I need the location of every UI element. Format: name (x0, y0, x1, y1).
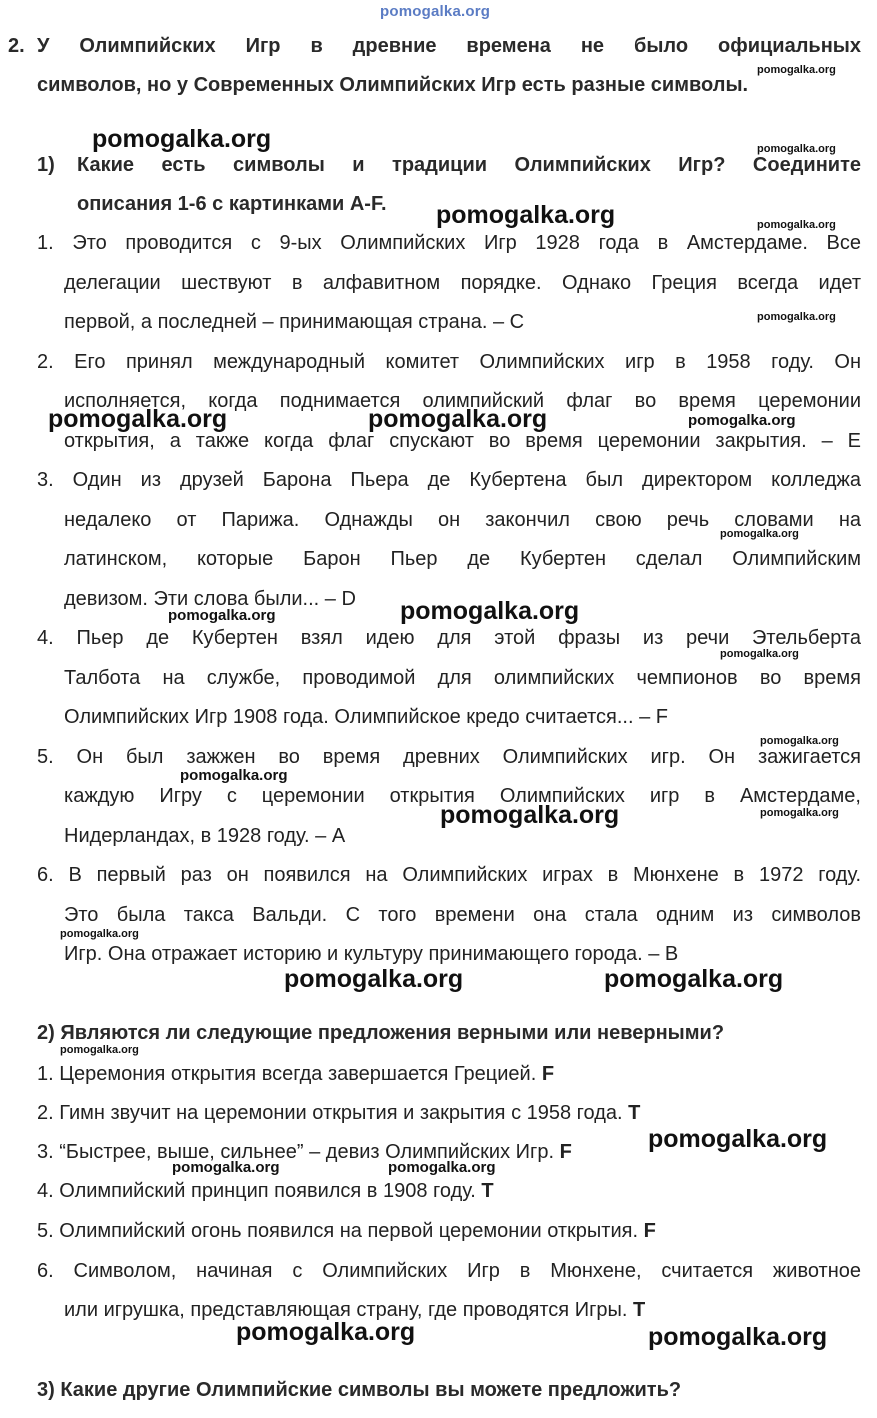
item5-line-3: Нидерландах, в 1928 году. – A (64, 825, 346, 847)
watermark: pomogalka.org (180, 767, 288, 784)
tf-item-1 (37, 1062, 554, 1086)
item3-line-4: девизом. Эти слова были... – D (64, 588, 356, 610)
watermark: pomogalka.org (436, 201, 616, 229)
item2-line-2: исполняется, когда поднимается олимпийский флаг во время церемонии (64, 390, 861, 412)
section1-question-line-1: Какие есть символы и традиции Олимпийских Игр? Соедините (77, 154, 861, 176)
item1-line-3: первой, а последней – принимающая страна. – C (64, 311, 525, 333)
item3-line-3: латинском, которые Барон Пьер де Кубертен сделал Олимпийским (64, 548, 861, 570)
tf-item-4-text: 4. Олимпийский принцип появился в 1908 году. (37, 1180, 476, 1202)
watermark: pomogalka.org (757, 219, 836, 231)
item5-line-1: 5. Он был зажжен во время древних Олимпийских игр. Он зажигается (37, 746, 861, 768)
watermark: pomogalka.org (648, 1323, 828, 1351)
task-number: 2. (8, 35, 25, 57)
watermark: pomogalka.org (172, 1159, 280, 1176)
watermark: pomogalka.org (48, 405, 228, 433)
tf-item-5-answer: F (643, 1220, 656, 1242)
item4-line-3: Олимпийских Игр 1908 года. Олимпийское кредо считается... – F (64, 706, 668, 728)
section3-question: 3) Какие другие Олимпийские символы вы можете предложить? (37, 1379, 682, 1401)
tf-item-3-text: 3. “Быстрее, выше, сильнее” – девиз Олимпийских Игр. (37, 1141, 555, 1163)
item6-line-1: 6. В первый раз он появился на Олимпийских играх в Мюнхене в 1972 году. (37, 864, 861, 886)
item6-line-2: Это была такса Вальди. С того времени она стала одним из символов (64, 904, 861, 926)
watermark: pomogalka.org (388, 1159, 496, 1176)
tf-item-1-answer: F (541, 1063, 555, 1085)
tf-item-6-answer: T (632, 1299, 646, 1321)
watermark: pomogalka.org (168, 607, 276, 624)
item3-line-2: недалеко от Парижа. Однажды он закончил свою речь словами на (64, 509, 861, 531)
watermark: pomogalka.org (368, 405, 548, 433)
watermark: pomogalka.org (757, 143, 836, 155)
item6-line-3: Игр. Она отражает историю и культуру принимающего города. – B (64, 943, 679, 965)
watermark: pomogalka.org (60, 1044, 139, 1056)
tf-item-4 (37, 1179, 494, 1203)
item1-line-1: 1. Это проводится с 9-ых Олимпийских Игр 1928 года в Амстердаме. Все (37, 232, 861, 254)
tf-item-3-answer: F (559, 1141, 572, 1163)
item2-line-1: 2. Его принял международный комитет Олимпийских игр в 1958 году. Он (37, 351, 861, 373)
tf-item-5 (37, 1219, 656, 1243)
tf-item-5-text: 5. Олимпийский огонь появился на первой церемонии открытия. (37, 1220, 639, 1242)
watermark: pomogalka.org (400, 597, 580, 625)
watermark: pomogalka.org (720, 648, 799, 660)
watermark: pomogalka.org (236, 1318, 416, 1346)
section2-question: 2) Являются ли следующие предложения верными или неверными? (37, 1022, 725, 1044)
tf-item-2-answer: T (628, 1102, 641, 1124)
watermark: pomogalka.org (760, 735, 839, 747)
tf-item-6-text: или игрушка, представляющая страну, где проводятся Игры. (64, 1299, 628, 1321)
item4-line-1: 4. Пьер де Кубертен взял идею для этой фразы из речи Этельберта (37, 627, 861, 649)
watermark: pomogalka.org (757, 64, 836, 76)
item3-line-1: 3. Один из друзей Барона Пьера де Кубертена был директором колледжа (37, 469, 861, 491)
watermark: pomogalka.org (440, 801, 620, 829)
tf-item-2-text: 2. Гимн звучит на церемонии открытия и закрытия с 1958 года. (37, 1102, 623, 1124)
section1-question-line-2: описания 1-6 с картинками A-F. (77, 193, 387, 215)
watermark: pomogalka.org (757, 311, 836, 323)
watermark: pomogalka.org (720, 528, 799, 540)
watermark-top: pomogalka.org (380, 3, 491, 20)
watermark: pomogalka.org (284, 965, 464, 993)
item5-line-2: каждую Игру с церемонии открытия Олимпийских игр в Амстердаме, (64, 785, 861, 807)
item2-line-3: открытия, а также когда флаг спускают во время церемонии закрытия. – E (64, 430, 861, 452)
item4-line-2: Талбота на службе, проводимой для олимпийских чемпионов во время (64, 667, 861, 689)
tf-item-1-text: 1. Церемония открытия всегда завершается Грецией. (37, 1063, 537, 1085)
section1-number: 1) (37, 154, 55, 176)
watermark: pomogalka.org (60, 928, 139, 940)
item1-line-2: делегации шествуют в алфавитном порядке. Однако Греция всегда идет (64, 272, 861, 294)
watermark: pomogalka.org (604, 965, 784, 993)
task-line-1: У Олимпийских Игр в древние времена не было официальных (37, 35, 861, 57)
tf-item-2 (37, 1101, 640, 1125)
watermark: pomogalka.org (688, 412, 796, 429)
task-line-2: символов, но у Современных Олимпийских Игр есть разные символы. (37, 74, 749, 96)
tf-item-4-answer: T (481, 1180, 494, 1202)
watermark: pomogalka.org (92, 125, 272, 153)
watermark: pomogalka.org (648, 1125, 828, 1153)
watermark: pomogalka.org (760, 807, 839, 819)
tf-item-6-line-1: 6. Символом, начиная с Олимпийских Игр в Мюнхене, считается животное (37, 1260, 861, 1282)
